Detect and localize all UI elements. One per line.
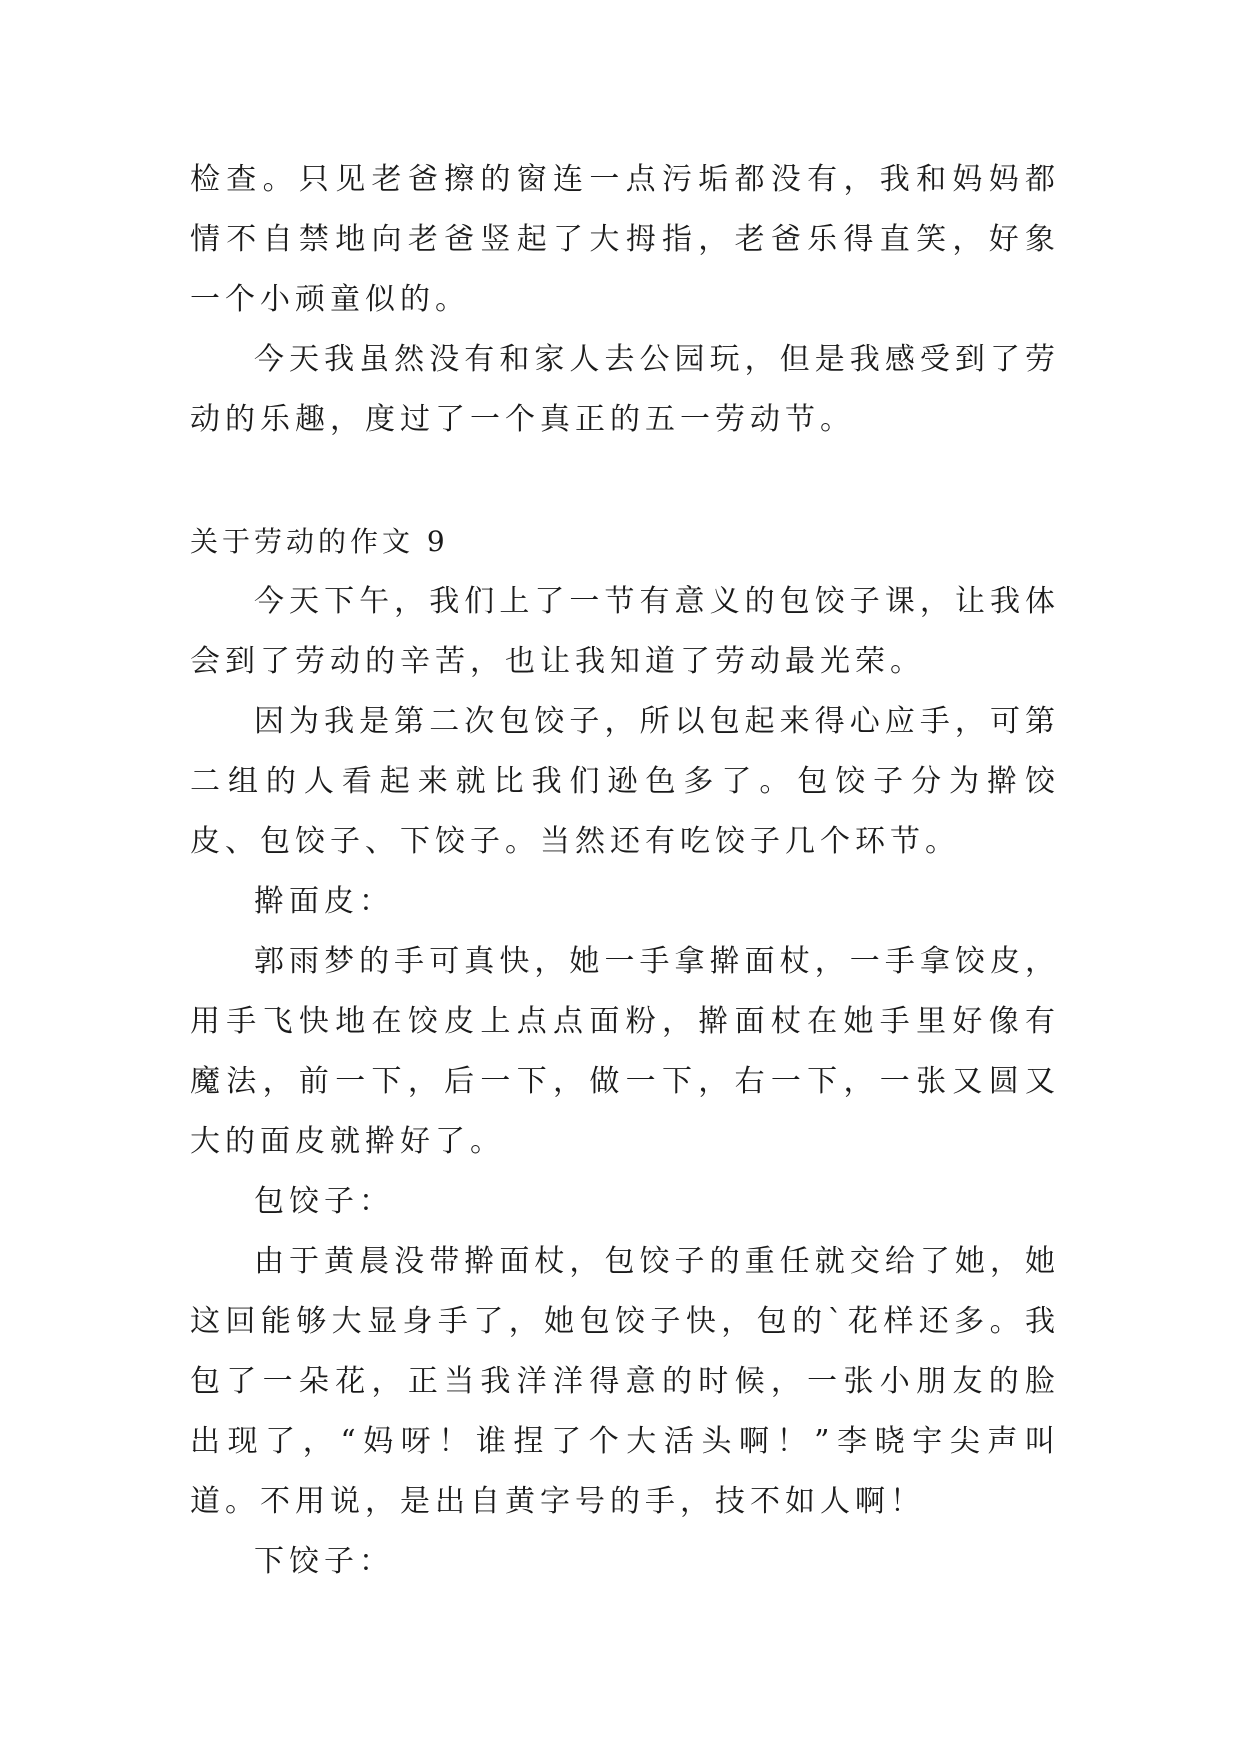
subheading-rolling-dough: 擀面皮： <box>254 884 394 919</box>
paragraph-conclusion: 今天我虽然没有和家人去公园玩，但是我感受到了劳动的乐趣，度过了一个真正的五一劳动节。 <box>190 342 1060 437</box>
section-title: 关于劳动的作文 9 <box>190 525 449 558</box>
paragraph-continuation: 检查。只见老爸擦的窗连一点污垢都没有，我和妈妈都情不自禁地向老爸竖起了大拇指，老爸乐得直笑，好象一个小顽童似的。 <box>190 162 1060 317</box>
paragraph: 因为我是第二次包饺子，所以包起来得心应手，可第二组的人看起来就比我们逊色多了。包饺子分为擀饺皮、包饺子、下饺子。当然还有吃饺子几个环节。 <box>190 704 1060 859</box>
document-body <box>190 150 1060 1592</box>
paragraph: 郭雨梦的手可真快，她一手拿擀面杖，一手拿饺皮，用手飞快地在饺皮上点点面粉，擀面杖在她手里好像有魔法，前一下，后一下，做一下，右一下，一张又圆又大的面皮就擀好了。 <box>190 944 1060 1159</box>
paragraph: 今天下午，我们上了一节有意义的包饺子课，让我体会到了劳动的辛苦，也让我知道了劳动最光荣。 <box>190 584 1060 679</box>
subheading-boiling-dumplings: 下饺子： <box>254 1544 394 1579</box>
subheading-wrapping-dumplings: 包饺子： <box>254 1184 394 1219</box>
paragraph: 由于黄晨没带擀面杖，包饺子的重任就交给了她，她这回能够大显身手了，她包饺子快，包的`花样还多。我包了一朵花，正当我洋洋得意的时候，一张小朋友的脸出现了，“妈呀！谁捏了个大活头啊！”李晓宇尖声叫道。不用说，是出自黄字号的手，技不如人啊！ <box>190 1244 1060 1519</box>
